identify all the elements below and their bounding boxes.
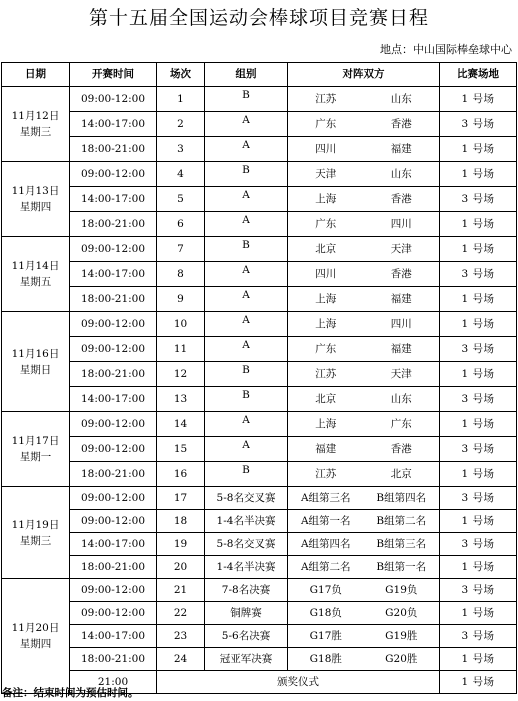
team1-cell: 江苏 — [288, 462, 364, 487]
team1-cell: 北京 — [288, 387, 364, 412]
team1-cell: 四川 — [288, 262, 364, 287]
table-row — [2, 648, 517, 671]
team1-cell: 上海 — [288, 412, 364, 437]
time-cell: 09:00-12:00 — [70, 237, 157, 262]
time-cell: 18:00-21:00 — [70, 362, 157, 387]
table-row — [2, 579, 517, 602]
date-cell — [2, 487, 70, 579]
team2-cell: G19胜 — [364, 625, 440, 648]
date-label: 11月20日 — [11, 622, 60, 634]
team2-cell: G20负 — [364, 602, 440, 625]
table-row — [2, 337, 517, 362]
footnote: 备注：结束时间为预估时间。 — [2, 687, 139, 699]
group-cell: A — [205, 437, 288, 462]
venue-cell: 3 号场 — [440, 337, 517, 362]
group-cell: 铜牌赛 — [205, 602, 288, 625]
weekday-label: 星期日 — [19, 363, 52, 376]
header-group: 组别 — [205, 63, 288, 87]
team1-cell: 天津 — [288, 162, 364, 187]
table-row — [2, 87, 517, 112]
game-cell: 11 — [157, 337, 205, 362]
team1-cell: 江苏 — [288, 362, 364, 387]
team2-cell: 香港 — [364, 112, 440, 137]
team2-cell: 香港 — [364, 437, 440, 462]
team1-cell: A组第四名 — [288, 533, 364, 556]
game-cell: 23 — [157, 625, 205, 648]
date-cell — [2, 87, 70, 162]
group-cell: B — [205, 87, 288, 112]
table-row — [2, 387, 517, 412]
time-cell: 14:00-17:00 — [70, 187, 157, 212]
date-label: 11月14日 — [11, 260, 60, 272]
game-cell: 24 — [157, 648, 205, 671]
date-label: 11月16日 — [11, 347, 60, 360]
venue-cell: 1 号场 — [440, 312, 517, 337]
team1-cell: G18胜 — [288, 648, 364, 671]
time-cell: 18:00-21:00 — [70, 212, 157, 237]
venue-cell: 1 号场 — [440, 162, 517, 187]
game-cell: 1 — [157, 87, 205, 112]
group-cell: 5-8名交叉赛 — [205, 533, 288, 556]
venue-cell: 1 号场 — [440, 648, 517, 671]
group-cell: A — [205, 412, 288, 437]
time-cell: 18:00-21:00 — [70, 648, 157, 671]
table-row — [2, 262, 517, 287]
venue-cell: 1 号场 — [440, 510, 517, 533]
group-cell: A — [205, 287, 288, 312]
time-cell: 09:00-12:00 — [70, 87, 157, 112]
team2-cell: 香港 — [364, 187, 440, 212]
ceremony-time-cell: 21:00 — [70, 671, 157, 694]
time-cell: 14:00-17:00 — [70, 112, 157, 137]
table-row — [2, 362, 517, 387]
schedule-table — [1, 62, 517, 694]
time-cell: 14:00-17:00 — [70, 262, 157, 287]
group-cell: 冠亚军决赛 — [205, 648, 288, 671]
table-row — [2, 412, 517, 437]
table-row — [2, 237, 517, 262]
time-cell: 09:00-12:00 — [70, 312, 157, 337]
table-row — [2, 437, 517, 462]
date-cell — [2, 412, 70, 487]
team2-cell: G20胜 — [364, 648, 440, 671]
header-row — [2, 63, 517, 87]
weekday-label: 星期四 — [19, 638, 52, 650]
time-cell: 14:00-17:00 — [70, 387, 157, 412]
schedule-body — [2, 87, 517, 694]
table-row — [2, 462, 517, 487]
game-cell: 14 — [157, 412, 205, 437]
team1-cell: A组第一名 — [288, 510, 364, 533]
team2-cell: 福建 — [364, 287, 440, 312]
group-cell: 1-4名半决赛 — [205, 510, 288, 533]
table-row — [2, 112, 517, 137]
group-cell: B — [205, 162, 288, 187]
game-cell: 13 — [157, 387, 205, 412]
time-cell: 09:00-12:00 — [70, 579, 157, 602]
team1-cell: 江苏 — [288, 87, 364, 112]
time-cell: 09:00-12:00 — [70, 602, 157, 625]
table-row — [2, 187, 517, 212]
table-row — [2, 602, 517, 625]
team1-cell: 上海 — [288, 187, 364, 212]
game-cell: 4 — [157, 162, 205, 187]
venue-cell: 3 号场 — [440, 187, 517, 212]
header-teams: 对阵双方 — [288, 63, 440, 87]
venue-cell: 1 号场 — [440, 287, 517, 312]
team2-cell: B组第三名 — [364, 533, 440, 556]
group-cell: B — [205, 362, 288, 387]
venue-cell: 1 号场 — [440, 137, 517, 162]
ceremony-venue-cell: 1 号场 — [440, 671, 517, 694]
group-cell: 5-8名交叉赛 — [205, 487, 288, 510]
venue-cell: 1 号场 — [440, 412, 517, 437]
venue-cell: 1 号场 — [440, 462, 517, 487]
time-cell: 09:00-12:00 — [70, 437, 157, 462]
team2-cell: 四川 — [364, 212, 440, 237]
time-cell: 18:00-21:00 — [70, 287, 157, 312]
game-cell: 22 — [157, 602, 205, 625]
weekday-label: 星期四 — [19, 201, 52, 213]
team2-cell: 福建 — [364, 337, 440, 362]
game-cell: 6 — [157, 212, 205, 237]
table-row — [2, 510, 517, 533]
date-cell — [2, 579, 70, 694]
game-cell: 5 — [157, 187, 205, 212]
table-row — [2, 287, 517, 312]
group-cell: A — [205, 337, 288, 362]
venue-cell: 1 号场 — [440, 556, 517, 579]
time-cell: 09:00-12:00 — [70, 412, 157, 437]
game-cell: 8 — [157, 262, 205, 287]
table-row — [2, 533, 517, 556]
venue-cell: 3 号场 — [440, 533, 517, 556]
date-label: 11月12日 — [11, 110, 60, 122]
weekday-label: 星期一 — [19, 451, 52, 463]
group-cell: A — [205, 262, 288, 287]
team1-cell: A组第三名 — [288, 487, 364, 510]
venue-cell: 1 号场 — [440, 602, 517, 625]
time-cell: 09:00-12:00 — [70, 162, 157, 187]
team2-cell: 广东 — [364, 412, 440, 437]
game-cell: 3 — [157, 137, 205, 162]
team2-cell: G19负 — [364, 579, 440, 602]
team2-cell: 四川 — [364, 312, 440, 337]
venue-cell: 1 号场 — [440, 362, 517, 387]
team2-cell: 北京 — [364, 462, 440, 487]
venue-cell: 3 号场 — [440, 262, 517, 287]
date-label: 11月19日 — [11, 518, 60, 531]
team2-cell: B组第一名 — [364, 556, 440, 579]
date-cell — [2, 312, 70, 412]
table-row — [2, 212, 517, 237]
time-cell: 09:00-12:00 — [70, 510, 157, 533]
group-cell: B — [205, 462, 288, 487]
group-cell: 5-6名决赛 — [205, 625, 288, 648]
group-cell: A — [205, 187, 288, 212]
game-cell: 17 — [157, 487, 205, 510]
team1-cell: G17胜 — [288, 625, 364, 648]
team2-cell: 山东 — [364, 162, 440, 187]
ceremony-label-cell: 颁奖仪式 — [157, 671, 440, 694]
time-cell: 18:00-21:00 — [70, 556, 157, 579]
game-cell: 20 — [157, 556, 205, 579]
venue-location: 地点：中山国际棒垒球中心 — [380, 43, 512, 56]
venue-cell: 3 号场 — [440, 387, 517, 412]
header-date: 日期 — [2, 63, 70, 87]
venue-cell: 1 号场 — [440, 87, 517, 112]
team2-cell: 山东 — [364, 87, 440, 112]
venue-cell: 3 号场 — [440, 437, 517, 462]
table-row — [2, 556, 517, 579]
date-cell — [2, 162, 70, 237]
team2-cell: 天津 — [364, 237, 440, 262]
venue-cell: 3 号场 — [440, 579, 517, 602]
date-cell — [2, 237, 70, 312]
table-row — [2, 312, 517, 337]
team1-cell: 上海 — [288, 287, 364, 312]
venue-cell: 3 号场 — [440, 112, 517, 137]
team1-cell: 广东 — [288, 337, 364, 362]
game-cell: 9 — [157, 287, 205, 312]
weekday-label: 星期五 — [19, 276, 52, 288]
game-cell: 10 — [157, 312, 205, 337]
team1-cell: 四川 — [288, 137, 364, 162]
group-cell: A — [205, 212, 288, 237]
team2-cell: 福建 — [364, 137, 440, 162]
header-game: 场次 — [157, 63, 205, 87]
table-row — [2, 625, 517, 648]
team2-cell: 山东 — [364, 387, 440, 412]
team1-cell: A组第二名 — [288, 556, 364, 579]
group-cell: A — [205, 112, 288, 137]
game-cell: 21 — [157, 579, 205, 602]
weekday-label: 星期三 — [19, 126, 52, 138]
group-cell: B — [205, 237, 288, 262]
time-cell: 14:00-17:00 — [70, 533, 157, 556]
game-cell: 2 — [157, 112, 205, 137]
game-cell: 16 — [157, 462, 205, 487]
group-cell: B — [205, 387, 288, 412]
time-cell: 18:00-21:00 — [70, 462, 157, 487]
table-row — [2, 162, 517, 187]
page-title: 第十五届全国运动会棒球项目竞赛日程 — [88, 7, 429, 29]
time-cell: 18:00-21:00 — [70, 137, 157, 162]
team1-cell: 广东 — [288, 112, 364, 137]
game-cell: 18 — [157, 510, 205, 533]
header-time: 开赛时间 — [70, 63, 157, 87]
game-cell: 19 — [157, 533, 205, 556]
game-cell: 15 — [157, 437, 205, 462]
game-cell: 12 — [157, 362, 205, 387]
team1-cell: G18负 — [288, 602, 364, 625]
table-row — [2, 137, 517, 162]
team1-cell: 北京 — [288, 237, 364, 262]
header-venue: 比赛场地 — [440, 63, 517, 87]
group-cell: A — [205, 137, 288, 162]
game-cell: 7 — [157, 237, 205, 262]
group-cell: 7-8名决赛 — [205, 579, 288, 602]
date-label: 11月17日 — [11, 435, 60, 447]
team2-cell: B组第四名 — [364, 487, 440, 510]
venue-cell: 3 号场 — [440, 625, 517, 648]
time-cell: 09:00-12:00 — [70, 337, 157, 362]
team1-cell: 广东 — [288, 212, 364, 237]
table-row — [2, 487, 517, 510]
team2-cell: 香港 — [364, 262, 440, 287]
team1-cell: 上海 — [288, 312, 364, 337]
group-cell: A — [205, 312, 288, 337]
weekday-label: 星期三 — [19, 534, 52, 547]
venue-cell: 3 号场 — [440, 487, 517, 510]
venue-cell: 1 号场 — [440, 212, 517, 237]
team1-cell: 福建 — [288, 437, 364, 462]
team2-cell: B组第二名 — [364, 510, 440, 533]
time-cell: 14:00-17:00 — [70, 625, 157, 648]
group-cell: 1-4名半决赛 — [205, 556, 288, 579]
team1-cell: G17负 — [288, 579, 364, 602]
team2-cell: 天津 — [364, 362, 440, 387]
time-cell: 09:00-12:00 — [70, 487, 157, 510]
date-label: 11月13日 — [11, 185, 60, 197]
venue-cell: 1 号场 — [440, 237, 517, 262]
